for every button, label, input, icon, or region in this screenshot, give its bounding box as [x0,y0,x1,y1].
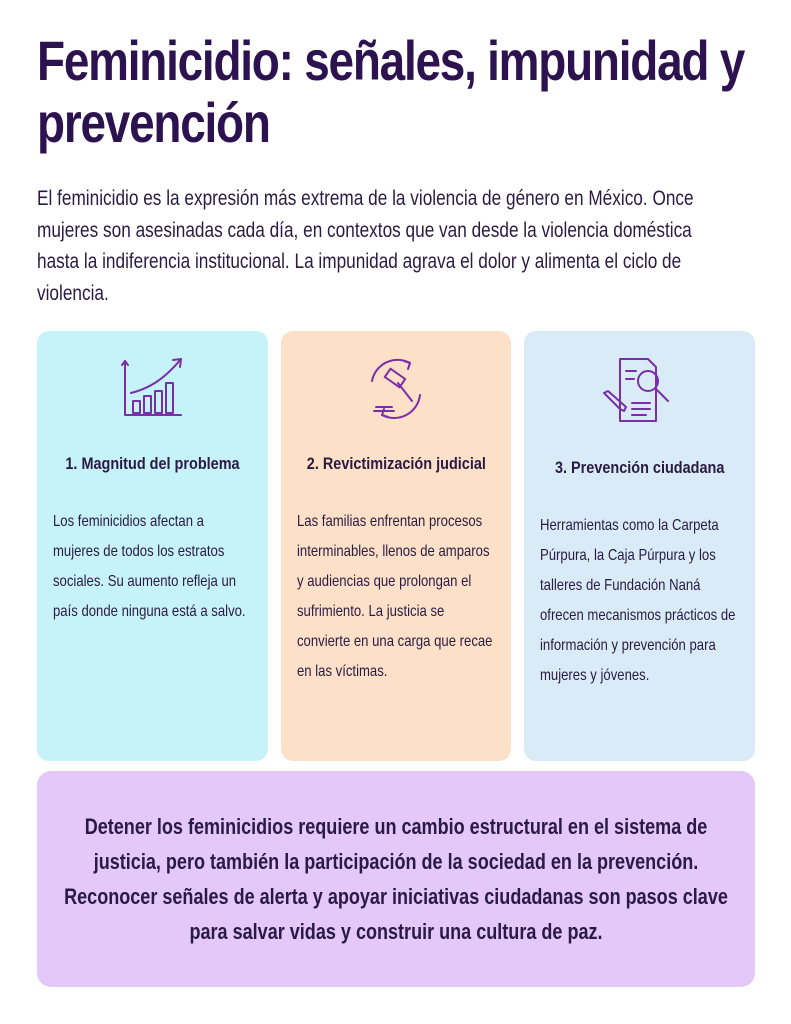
card-text: Las familias enfrentan procesos interminables, llenos de amparos y audiencias que prolongan el sufrimiento. La justicia se convierte en una carga que recae en las víctimas. [297,513,493,680]
card-title: 1. Magnitud del problema [65,454,240,473]
intro-paragraph: El feminicidio es la expresión más extrema de la violencia de género en México. Once mujeres son asesinadas cada día, en contextos que van desde la violencia doméstica hasta la indiferencia institucional. La impunidad agrava el dolor y alimenta el ciclo de violencia. [37,187,694,305]
card-revictimizacion [281,331,511,761]
conclusion-text: Detener los feminicidios requiere un cambio estructural en el sistema de justicia, pero también la participación de la sociedad en la prevención. Reconocer señales de alerta y apoyar iniciativas ciudadanas son pasos clave para salvar vidas y construir una cultura de paz. [64,814,728,944]
card-text: Herramientas como la Carpeta Púrpura, la Caja Púrpura y los talleres de Fundación Naná ofrecen mecanismos prácticos de información y prevención para mujeres y jóvenes. [540,517,736,684]
card-text: Los feminicidios afectan a mujeres de todos los estratos sociales. Su aumento refleja un país donde ninguna está a salvo. [53,513,246,620]
card-prevencion [524,331,755,761]
card-title: 3. Prevención ciudadana [554,458,725,477]
page-title: Feminicidio: señales, impunidad y prevención [37,29,745,154]
conclusion-box [37,771,755,987]
card-title: 2. Revictimización judicial [306,454,486,473]
growth-chart-icon [115,351,191,427]
card-magnitud [37,331,268,761]
document-search-icon [602,351,678,427]
gavel-icon [358,351,434,427]
